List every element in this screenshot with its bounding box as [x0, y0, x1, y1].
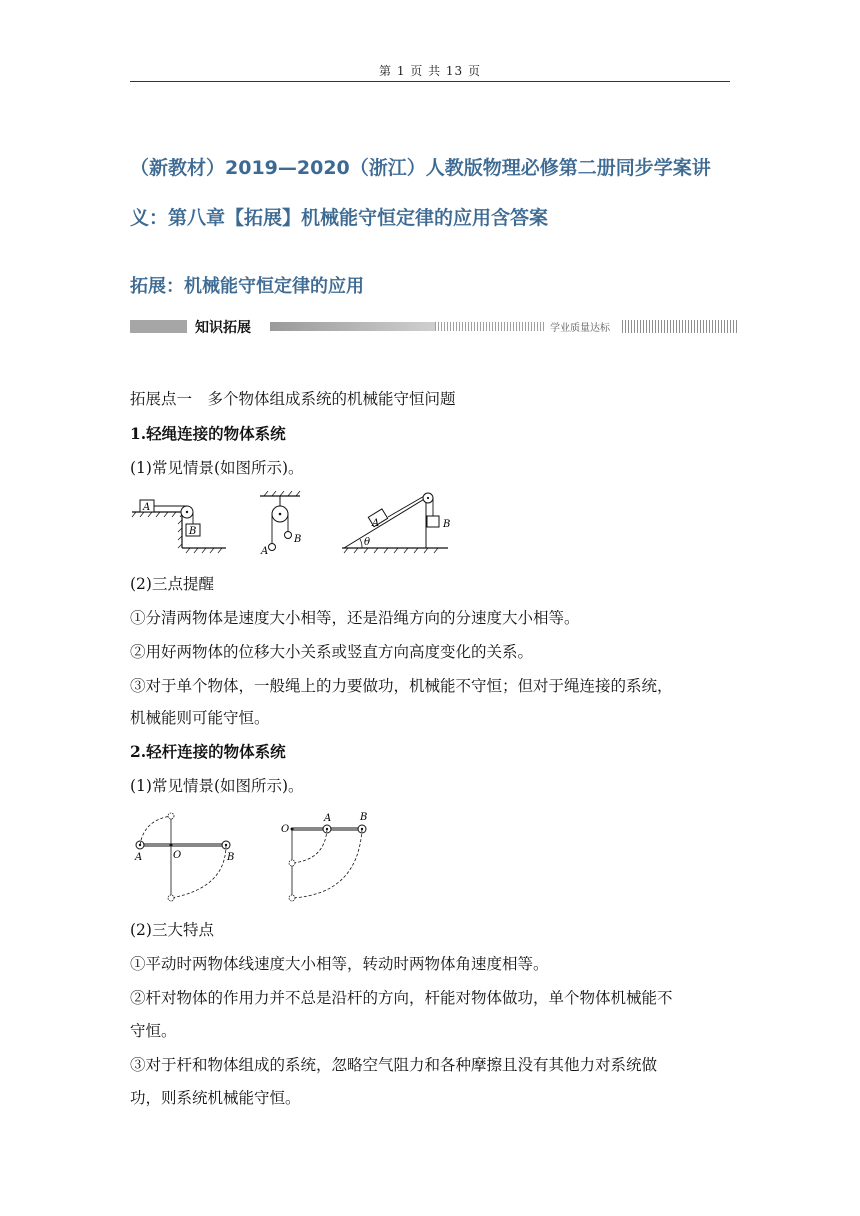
banner-stripes-right — [622, 320, 737, 333]
rod-point-2b: 守恒。 — [130, 1022, 177, 1040]
rope-fig2-label-a: A — [261, 546, 269, 557]
banner-bar-mid — [270, 322, 435, 331]
rope-point-3b: 机械能则可能守恒。 — [130, 709, 270, 727]
document-title — [130, 143, 735, 243]
rod-fig1-label-b: B — [227, 852, 235, 863]
rod-scenes: (1)常见情景(如图所示)。 — [130, 777, 304, 795]
rope-heading: 1.轻绳连接的物体系统 — [130, 424, 286, 443]
rod-fig2-label-a: A — [324, 813, 332, 824]
banner-label: 知识拓展 — [195, 320, 251, 336]
section-title: 拓展：机械能守恒定律的应用 — [130, 276, 364, 297]
rod-fig2-label-b: B — [360, 812, 368, 823]
rod-points-heading: (2)三大特点 — [130, 921, 214, 939]
rod-fig1-label-a: A — [135, 852, 143, 863]
rope-point-2: ②用好两物体的位移大小关系或竖直方向高度变化的关系。 — [130, 643, 534, 661]
rope-point-3a: ③对于单个物体，一般绳上的力要做功，机械能不守恒；但对于绳连接的系统， — [130, 677, 673, 695]
rope-fig1-label-a: A — [143, 502, 151, 513]
rope-figure-pulley — [260, 491, 301, 557]
rope-point-1: ①分清两物体是速度大小相等，还是沿绳方向的分速度大小相等。 — [130, 609, 580, 627]
rod-point-3a: ③对于杆和物体组成的系统，忽略空气阻力和各种摩擦且没有其他力对系统做 — [130, 1056, 658, 1074]
rod-point-3b: 功，则系统机械能守恒。 — [130, 1089, 301, 1107]
rope-figure-table — [132, 500, 226, 553]
rope-fig1-label-b: B — [189, 526, 197, 537]
rod-point-2a: ②杆对物体的作用力并不总是沿杆的方向，杆能对物体做功，单个物体机械能不 — [130, 989, 673, 1007]
rod-heading: 2.轻杆连接的物体系统 — [130, 742, 286, 761]
rope-figures — [130, 490, 470, 558]
title-line-1: （新教材）2019—2020（浙江）人教版物理必修第二册同步学案讲 — [130, 157, 711, 179]
header-rule — [130, 81, 730, 82]
rod-fig1-label-o: O — [173, 850, 182, 861]
rod-point-1: ①平动时两物体线速度大小相等，转动时两物体角速度相等。 — [130, 955, 549, 973]
page-header: 第 1 页 共 13 页 — [379, 64, 481, 78]
title-line-2: 义：第八章【拓展】机械能守恒定律的应用含答案 — [130, 207, 549, 229]
rod-fig2-label-o: O — [281, 824, 290, 835]
banner-stripes-left — [435, 322, 545, 331]
rod-figure-center-pivot — [134, 813, 234, 901]
topic-line: 拓展点一 多个物体组成系统的机械能守恒问题 — [130, 390, 456, 408]
knowledge-banner — [130, 314, 737, 340]
banner-bar-left — [130, 320, 187, 333]
rope-points-heading: (2)三点提醒 — [130, 575, 214, 593]
rope-fig3-label-theta: θ — [364, 537, 371, 548]
rope-scenes: (1)常见情景(如图所示)。 — [130, 459, 304, 477]
rope-fig2-label-b: B — [294, 534, 302, 545]
rope-fig3-label-a: A — [372, 518, 380, 529]
rod-figure-end-pivot — [281, 812, 367, 901]
banner-tag: 学业质量达标 — [550, 323, 610, 334]
rope-fig3-label-b: B — [443, 519, 451, 530]
rod-figures — [130, 808, 380, 908]
rope-figure-incline — [342, 493, 450, 553]
